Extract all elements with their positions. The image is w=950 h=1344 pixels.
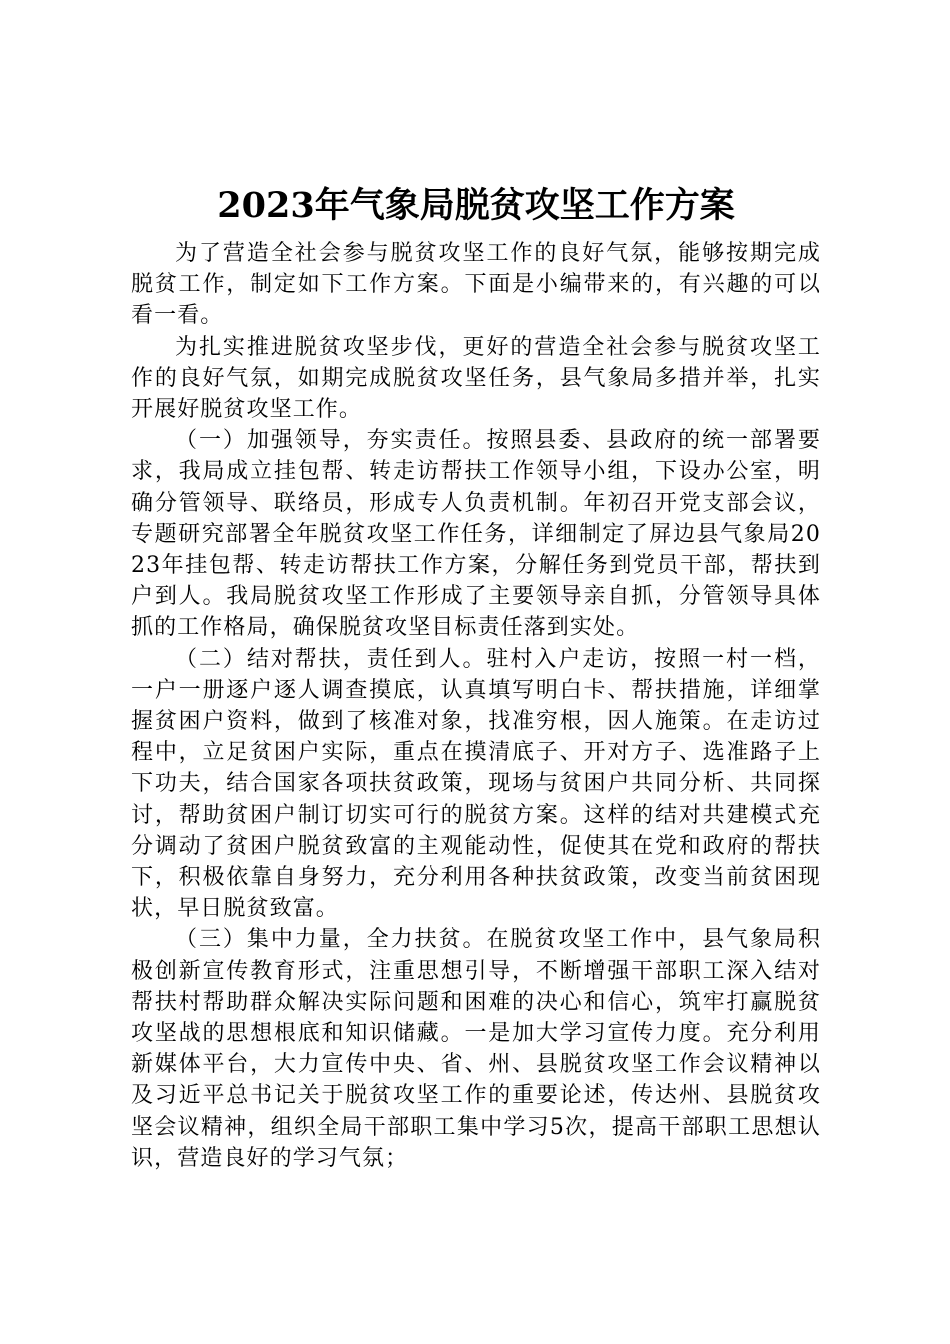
document-title: 2023年气象局脱贫攻坚工作方案: [217, 185, 735, 226]
paragraph-section-2: （二）结对帮扶，责任到人。驻村入户走访，按照一村一档，一户一册逐户逐人调查摸底，认真填写明白卡、帮扶措施，详细掌握贫困户资料，做到了核准对象，找准穷根，因人施策。在走访过程中，立足贫困户实际，重点在摸清底子、开对方子、选准路子上下功夫，结合国家各项扶贫政策，现场与贫困户共同分析、共同探讨，帮助贫困户制订切实可行的脱贫方案。这样的结对共建模式充分调动了贫困户脱贫致富的主观能动性，促使其在党和政府的帮扶下，积极依靠自身努力，充分利用各种扶贫政策，改变当前贫困现状，早日脱贫致富。: [131, 646, 821, 922]
paragraph-section-3: （三）集中力量，全力扶贫。在脱贫攻坚工作中，县气象局积极创新宣传教育形式，注重思想引导，不断增强干部职工深入结对帮扶村帮助群众解决实际问题和困难的决心和信心，筑牢打赢脱贫攻坚战的思想根底和知识储藏。一是加大学习宣传力度。充分利用新媒体平台，大力宣传中央、省、州、县脱贫攻坚工作会议精神以及习近平总书记关于脱贫攻坚工作的重要论述，传达州、县脱贫攻坚会议精神，组织全局干部职工集中学习5次，提高干部职工思想认识，营造良好的学习气氛；: [131, 927, 821, 1171]
document-page: [131, 178, 821, 1174]
paragraph-overview: 为扎实推进脱贫攻坚步伐，更好的营造全社会参与脱贫攻坚工作的良好气氛，如期完成脱贫攻坚任务，县气象局多措并举，扎实开展好脱贫攻坚工作。: [131, 334, 821, 423]
paragraph-section-1: （一）加强领导，夯实责任。按照县委、县政府的统一部署要求，我局成立挂包帮、转走访帮扶工作领导小组，下设办公室，明确分管领导、联络员，形成专人负责机制。年初召开党支部会议，专题研究部署全年脱贫攻坚工作任务，详细制定了屏边县气象局2023年挂包帮、转走访帮扶工作方案，分解任务到党员干部，帮扶到户到人。我局脱贫攻坚工作形成了主要领导亲自抓，分管领导具体抓的工作格局，确保脱贫攻坚目标责任落到实处。: [131, 428, 821, 641]
paragraph-intro: 为了营造全社会参与脱贫攻坚工作的良好气氛，能够按期完成脱贫工作，制定如下工作方案。下面是小编带来的，有兴趣的可以看一看。: [131, 241, 821, 329]
